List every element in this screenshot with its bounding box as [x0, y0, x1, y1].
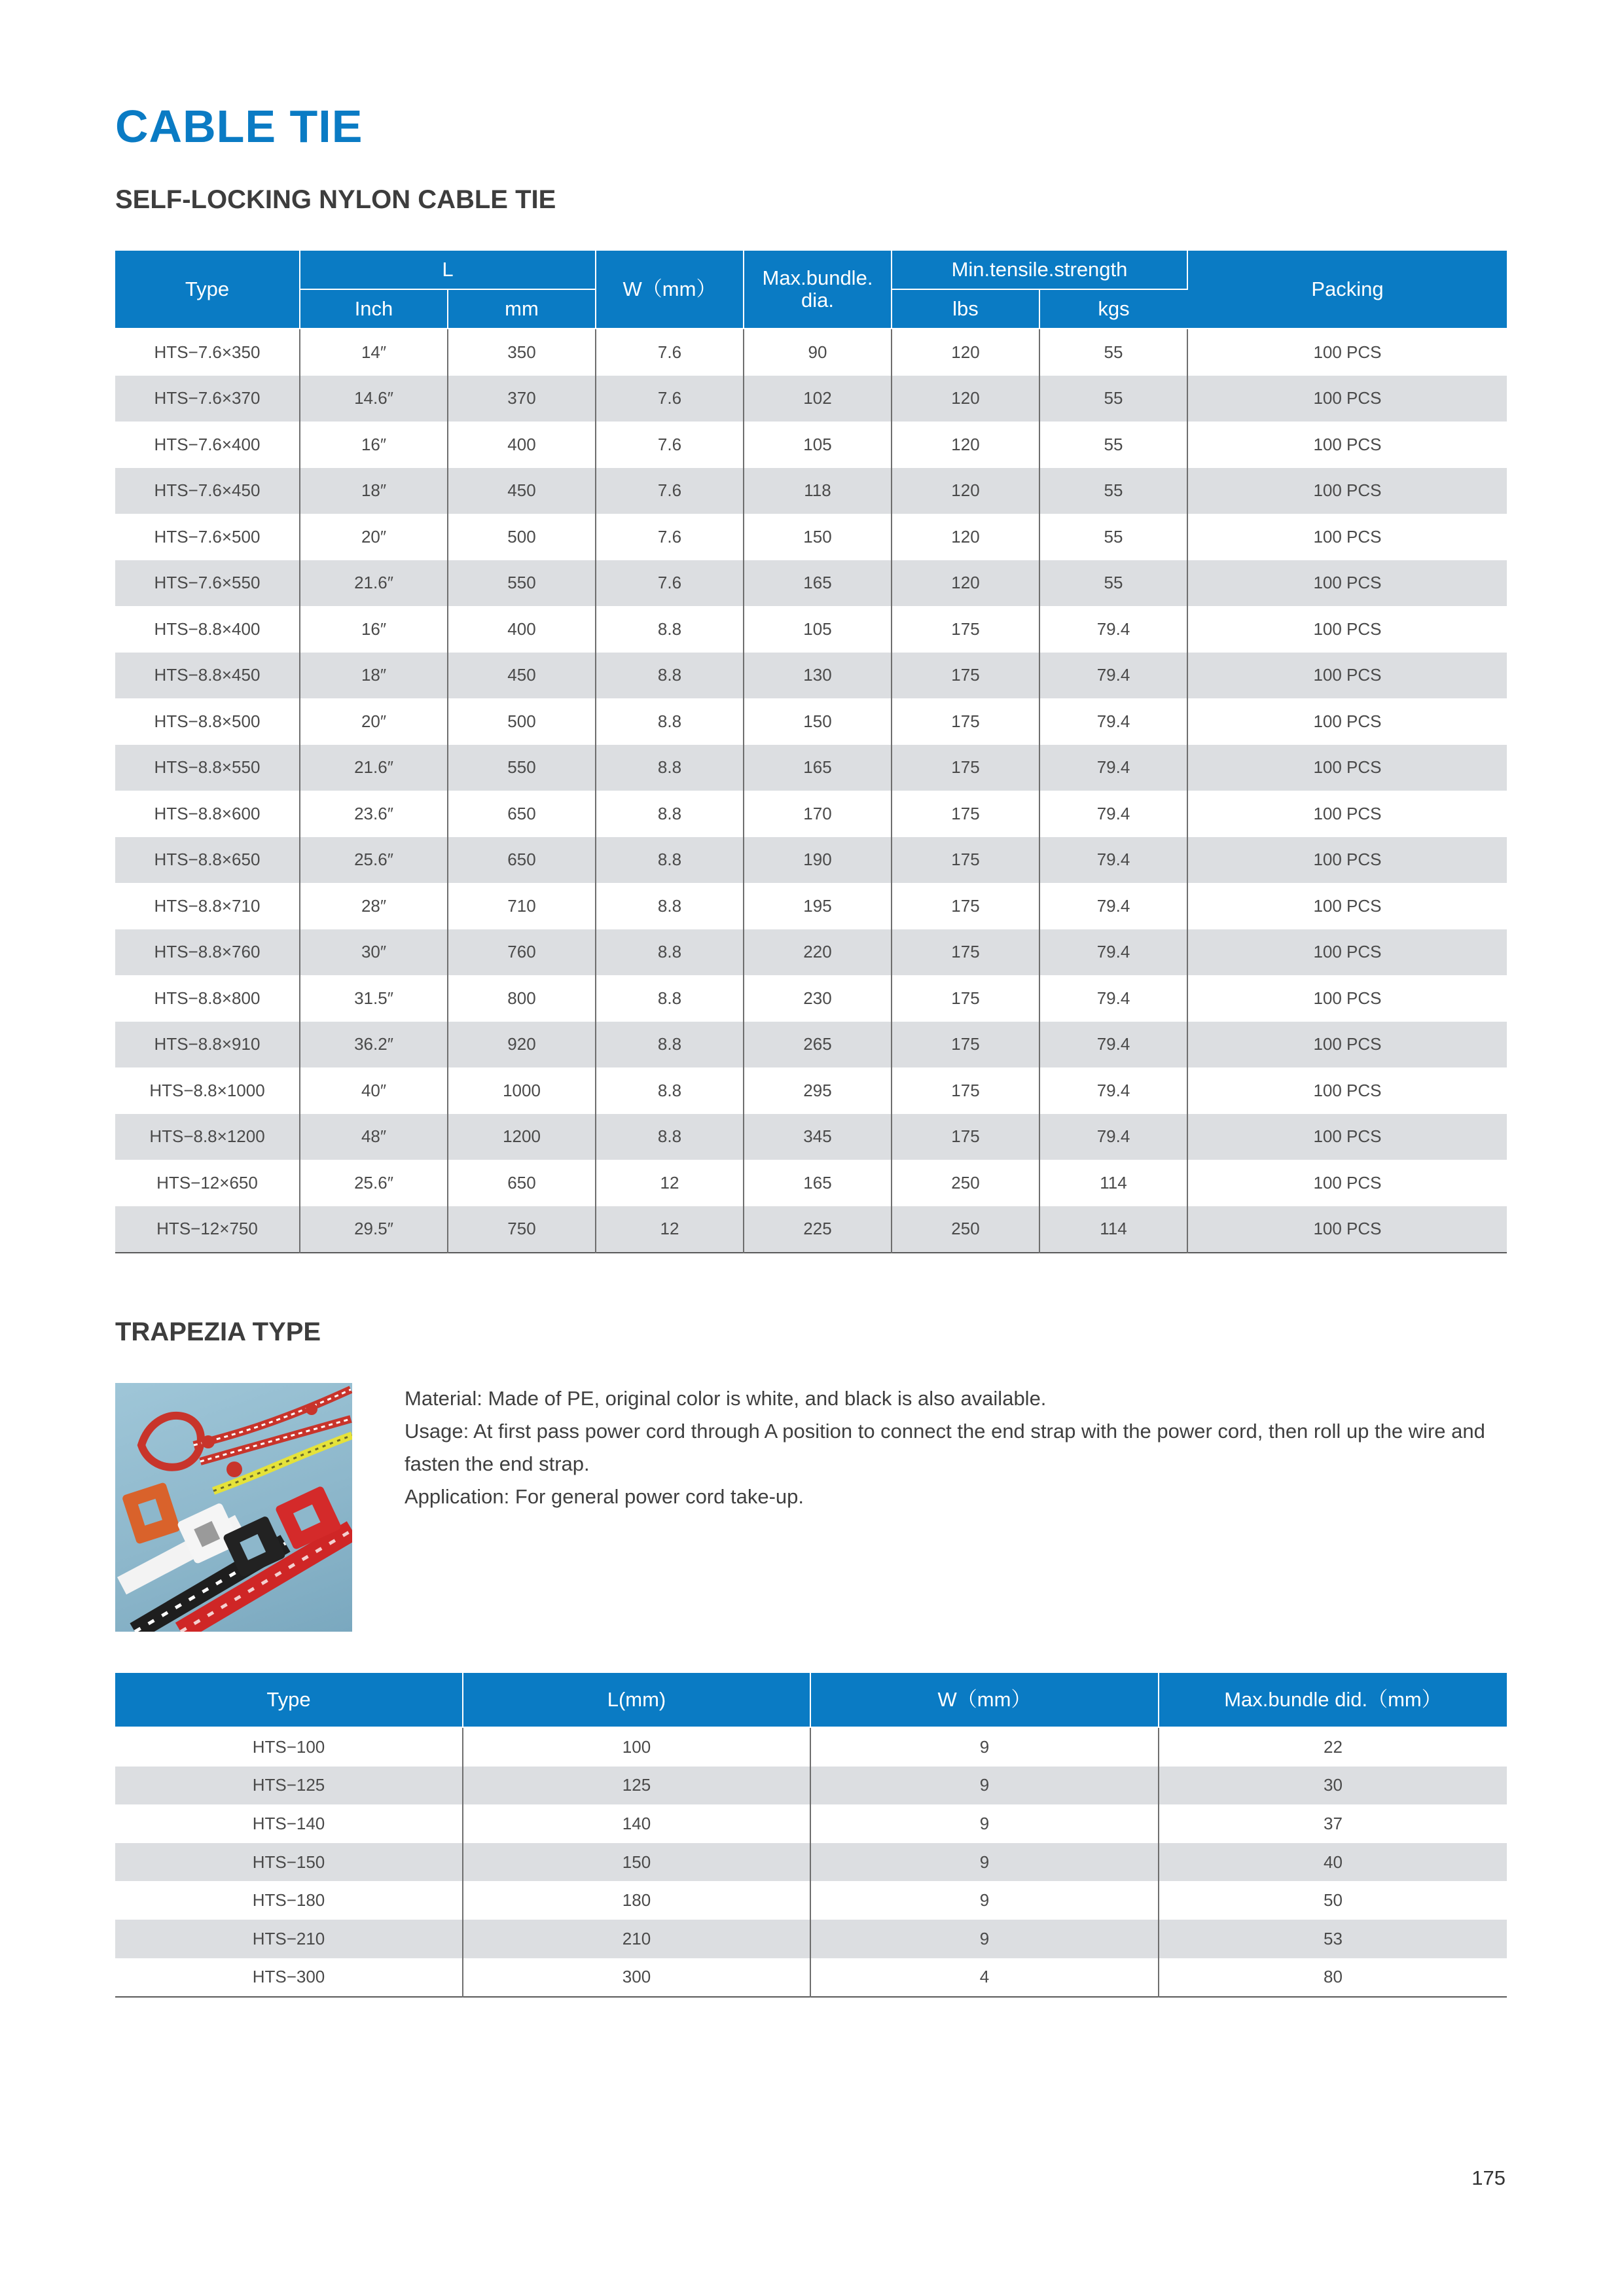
cell-type: HTS−7.6×550: [115, 560, 300, 607]
table-row: [115, 376, 1507, 422]
cell-width-mm: 8.8: [596, 929, 744, 976]
cell-type: HTS−8.8×600: [115, 791, 300, 837]
cell-tensile-kgs: 79.4: [1039, 745, 1187, 791]
cell-max-bundle-dia: 165: [744, 1160, 892, 1206]
cell-packing: 100 PCS: [1187, 791, 1507, 837]
cell-length-mm: 650: [448, 791, 596, 837]
header-width: W（mm）: [596, 251, 744, 329]
header-max-bundle-did: Max.bundle did.（mm）: [1159, 1673, 1507, 1727]
table-row: [115, 1843, 1507, 1882]
cell-width-mm: 8.8: [596, 883, 744, 929]
cell-packing: 100 PCS: [1187, 422, 1507, 468]
cell-max-bundle-did: 53: [1159, 1920, 1507, 1958]
cell-width-mm: 8.8: [596, 1022, 744, 1068]
cell-tensile-lbs: 175: [892, 1067, 1039, 1114]
cell-length-inch: 25.6″: [300, 1160, 448, 1206]
cell-tensile-kgs: 79.4: [1039, 606, 1187, 653]
cell-max-bundle-dia: 190: [744, 837, 892, 884]
cell-packing: 100 PCS: [1187, 1067, 1507, 1114]
cell-width-mm: 8.8: [596, 653, 744, 699]
cell-tensile-kgs: 79.4: [1039, 975, 1187, 1022]
cell-max-bundle-dia: 265: [744, 1022, 892, 1068]
cell-packing: 100 PCS: [1187, 376, 1507, 422]
nylon-cable-tie-table-body: [115, 329, 1507, 1253]
header-lbs: lbs: [892, 289, 1039, 329]
table-row: [115, 329, 1507, 376]
cell-width-mm: 9: [810, 1920, 1159, 1958]
cell-length-inch: 18″: [300, 653, 448, 699]
table-row: [115, 745, 1507, 791]
cell-tensile-kgs: 79.4: [1039, 929, 1187, 976]
cell-tensile-lbs: 175: [892, 883, 1039, 929]
header-width-mm: W（mm）: [810, 1673, 1159, 1727]
cell-width-mm: 8.8: [596, 837, 744, 884]
cell-max-bundle-did: 80: [1159, 1958, 1507, 1998]
cell-length-mm: 450: [448, 468, 596, 514]
cell-width-mm: 8.8: [596, 745, 744, 791]
header-min-tensile-strength: Min.tensile.strength: [892, 251, 1187, 289]
cell-type: HTS−100: [115, 1727, 463, 1767]
cell-length-mm: 300: [463, 1958, 810, 1998]
cell-tensile-kgs: 79.4: [1039, 791, 1187, 837]
description-material: Material: Made of PE, original color is white, and black is also available.: [405, 1387, 1047, 1410]
cell-length-mm: 920: [448, 1022, 596, 1068]
cell-length-inch: 20″: [300, 698, 448, 745]
cell-type: HTS−210: [115, 1920, 463, 1958]
cell-width-mm: 8.8: [596, 1067, 744, 1114]
cell-max-bundle-did: 30: [1159, 1767, 1507, 1805]
cell-tensile-lbs: 120: [892, 329, 1039, 376]
cell-width-mm: 8.8: [596, 606, 744, 653]
cell-length-mm: 500: [448, 514, 596, 560]
cell-width-mm: 7.6: [596, 468, 744, 514]
cell-width-mm: 12: [596, 1160, 744, 1206]
table-row: [115, 1067, 1507, 1114]
cell-length-mm: 400: [448, 422, 596, 468]
cell-width-mm: 9: [810, 1767, 1159, 1805]
cell-length-mm: 400: [448, 606, 596, 653]
cell-tensile-lbs: 175: [892, 791, 1039, 837]
table-row: [115, 1767, 1507, 1805]
cell-type: HTS−125: [115, 1767, 463, 1805]
cell-tensile-kgs: 55: [1039, 468, 1187, 514]
cell-tensile-kgs: 79.4: [1039, 1022, 1187, 1068]
cell-max-bundle-dia: 118: [744, 468, 892, 514]
cell-max-bundle-dia: 165: [744, 745, 892, 791]
cell-max-bundle-did: 40: [1159, 1843, 1507, 1882]
cell-packing: 100 PCS: [1187, 975, 1507, 1022]
table-row: [115, 1022, 1507, 1068]
cell-packing: 100 PCS: [1187, 514, 1507, 560]
cell-tensile-kgs: 79.4: [1039, 883, 1187, 929]
table-row: [115, 468, 1507, 514]
cell-tensile-kgs: 55: [1039, 376, 1187, 422]
table-row: [115, 1206, 1507, 1253]
cell-max-bundle-dia: 345: [744, 1114, 892, 1160]
cell-length-inch: 18″: [300, 468, 448, 514]
table-row: [115, 422, 1507, 468]
cell-width-mm: 7.6: [596, 376, 744, 422]
table-row: [115, 1160, 1507, 1206]
cell-type: HTS−8.8×910: [115, 1022, 300, 1068]
cell-tensile-lbs: 175: [892, 1114, 1039, 1160]
cell-width-mm: 8.8: [596, 1114, 744, 1160]
cell-length-mm: 1200: [448, 1114, 596, 1160]
cell-length-inch: 14″: [300, 329, 448, 376]
cell-length-mm: 650: [448, 1160, 596, 1206]
cell-length-inch: 25.6″: [300, 837, 448, 884]
cell-tensile-lbs: 120: [892, 560, 1039, 607]
cell-type: HTS−8.8×710: [115, 883, 300, 929]
cell-tensile-lbs: 175: [892, 606, 1039, 653]
table-row: [115, 1920, 1507, 1958]
cell-tensile-kgs: 55: [1039, 514, 1187, 560]
cell-length-mm: 125: [463, 1767, 810, 1805]
cell-length-inch: 23.6″: [300, 791, 448, 837]
cell-type: HTS−7.6×450: [115, 468, 300, 514]
header-kgs: kgs: [1039, 289, 1187, 329]
cell-length-mm: 140: [463, 1804, 810, 1843]
cell-width-mm: 4: [810, 1958, 1159, 1998]
cell-width-mm: 7.6: [596, 422, 744, 468]
trapezia-type-table: [115, 1673, 1507, 1998]
cell-tensile-kgs: 114: [1039, 1160, 1187, 1206]
cell-tensile-lbs: 250: [892, 1160, 1039, 1206]
header-inch: Inch: [300, 289, 448, 329]
cell-tensile-kgs: 79.4: [1039, 1067, 1187, 1114]
cell-length-inch: 14.6″: [300, 376, 448, 422]
cell-length-mm: 370: [448, 376, 596, 422]
table-row: [115, 883, 1507, 929]
cell-type: HTS−7.6×370: [115, 376, 300, 422]
cell-packing: 100 PCS: [1187, 929, 1507, 976]
cell-tensile-kgs: 55: [1039, 560, 1187, 607]
header-mm: mm: [448, 289, 596, 329]
cell-width-mm: 9: [810, 1881, 1159, 1920]
cell-packing: 100 PCS: [1187, 837, 1507, 884]
cell-packing: 100 PCS: [1187, 1206, 1507, 1253]
cell-type: HTS−8.8×800: [115, 975, 300, 1022]
cell-max-bundle-dia: 170: [744, 791, 892, 837]
cell-packing: 100 PCS: [1187, 653, 1507, 699]
table-row: [115, 653, 1507, 699]
cell-type: HTS−180: [115, 1881, 463, 1920]
cell-width-mm: 9: [810, 1727, 1159, 1767]
page-title: CABLE TIE: [115, 101, 363, 152]
cell-packing: 100 PCS: [1187, 468, 1507, 514]
cell-width-mm: 9: [810, 1843, 1159, 1882]
cell-length-inch: 21.6″: [300, 745, 448, 791]
cell-type: HTS−8.8×400: [115, 606, 300, 653]
cell-max-bundle-dia: 295: [744, 1067, 892, 1114]
cell-length-mm: 350: [448, 329, 596, 376]
cell-max-bundle-dia: 195: [744, 883, 892, 929]
cell-tensile-kgs: 79.4: [1039, 1114, 1187, 1160]
cell-packing: 100 PCS: [1187, 1022, 1507, 1068]
table-row: [115, 975, 1507, 1022]
cell-length-inch: 21.6″: [300, 560, 448, 607]
table-row: [115, 514, 1507, 560]
cell-type: HTS−8.8×500: [115, 698, 300, 745]
cell-length-inch: 28″: [300, 883, 448, 929]
cell-tensile-kgs: 114: [1039, 1206, 1187, 1253]
cell-type: HTS−8.8×550: [115, 745, 300, 791]
nylon-cable-tie-table: [115, 251, 1507, 1253]
trapezia-cable-tie-photo: [115, 1383, 352, 1632]
table-row: [115, 698, 1507, 745]
cell-tensile-lbs: 175: [892, 1022, 1039, 1068]
cell-length-mm: 550: [448, 745, 596, 791]
cell-length-inch: 36.2″: [300, 1022, 448, 1068]
cell-width-mm: 9: [810, 1804, 1159, 1843]
cell-tensile-lbs: 120: [892, 514, 1039, 560]
cell-packing: 100 PCS: [1187, 698, 1507, 745]
cell-packing: 100 PCS: [1187, 1160, 1507, 1206]
cell-type: HTS−140: [115, 1804, 463, 1843]
cell-type: HTS−8.8×450: [115, 653, 300, 699]
cell-length-mm: 550: [448, 560, 596, 607]
cell-tensile-lbs: 120: [892, 376, 1039, 422]
cell-type: HTS−150: [115, 1843, 463, 1882]
section-title-trapezia-type: TRAPEZIA TYPE: [115, 1318, 321, 1346]
cell-max-bundle-dia: 225: [744, 1206, 892, 1253]
description-application: Application: For general power cord take-up.: [405, 1485, 804, 1508]
cell-packing: 100 PCS: [1187, 883, 1507, 929]
cell-max-bundle-dia: 102: [744, 376, 892, 422]
cell-width-mm: 8.8: [596, 698, 744, 745]
cell-max-bundle-dia: 90: [744, 329, 892, 376]
cell-max-bundle-dia: 105: [744, 606, 892, 653]
cell-tensile-lbs: 120: [892, 422, 1039, 468]
cell-type: HTS−12×750: [115, 1206, 300, 1253]
cell-length-inch: 16″: [300, 606, 448, 653]
cell-max-bundle-did: 37: [1159, 1804, 1507, 1843]
cell-tensile-lbs: 175: [892, 975, 1039, 1022]
cell-max-bundle-did: 22: [1159, 1727, 1507, 1767]
cell-type: HTS−8.8×760: [115, 929, 300, 976]
cell-length-mm: 450: [448, 653, 596, 699]
cell-max-bundle-dia: 230: [744, 975, 892, 1022]
table-row: [115, 1804, 1507, 1843]
section-title-nylon-cable-tie: SELF-LOCKING NYLON CABLE TIE: [115, 185, 556, 214]
cell-length-inch: 16″: [300, 422, 448, 468]
table-row: [115, 791, 1507, 837]
cell-length-mm: 100: [463, 1727, 810, 1767]
table-row: [115, 929, 1507, 976]
cell-packing: 100 PCS: [1187, 560, 1507, 607]
cell-packing: 100 PCS: [1187, 1114, 1507, 1160]
cell-max-bundle-did: 50: [1159, 1881, 1507, 1920]
cell-length-inch: 48″: [300, 1114, 448, 1160]
cell-tensile-lbs: 175: [892, 653, 1039, 699]
cell-type: HTS−8.8×1000: [115, 1067, 300, 1114]
trapezia-type-table-body: [115, 1727, 1507, 1997]
cell-length-mm: 500: [448, 698, 596, 745]
table-row: [115, 606, 1507, 653]
cell-tensile-kgs: 55: [1039, 422, 1187, 468]
cell-length-mm: 150: [463, 1843, 810, 1882]
cell-length-mm: 750: [448, 1206, 596, 1253]
trapezia-description: [405, 1382, 1504, 1513]
cell-length-mm: 800: [448, 975, 596, 1022]
cell-tensile-kgs: 79.4: [1039, 837, 1187, 884]
cell-length-mm: 710: [448, 883, 596, 929]
table-row: [115, 1727, 1507, 1767]
header-max-bundle-label: Max.bundle. dia.: [762, 266, 873, 312]
cell-type: HTS−7.6×350: [115, 329, 300, 376]
cell-type: HTS−300: [115, 1958, 463, 1998]
cell-length-inch: 29.5″: [300, 1206, 448, 1253]
table-row: [115, 1114, 1507, 1160]
cell-width-mm: 12: [596, 1206, 744, 1253]
cell-length-mm: 650: [448, 837, 596, 884]
cell-max-bundle-dia: 150: [744, 514, 892, 560]
header-type: Type: [115, 251, 300, 329]
table-row: [115, 1958, 1507, 1998]
description-usage: Usage: At first pass power cord through A position to connect the end strap with the power cord, then roll up the wire and fasten the end strap.: [405, 1420, 1485, 1475]
cell-tensile-lbs: 175: [892, 837, 1039, 884]
cell-length-inch: 31.5″: [300, 975, 448, 1022]
cell-packing: 100 PCS: [1187, 606, 1507, 653]
cell-length-inch: 40″: [300, 1067, 448, 1114]
table-row: [115, 1881, 1507, 1920]
cell-tensile-kgs: 55: [1039, 329, 1187, 376]
cell-width-mm: 8.8: [596, 791, 744, 837]
page-number: 175: [1471, 2166, 1506, 2189]
cell-packing: 100 PCS: [1187, 329, 1507, 376]
cell-width-mm: 7.6: [596, 329, 744, 376]
table-row: [115, 837, 1507, 884]
header-packing: Packing: [1187, 251, 1507, 329]
cell-type: HTS−7.6×500: [115, 514, 300, 560]
cell-max-bundle-dia: 130: [744, 653, 892, 699]
cell-max-bundle-dia: 220: [744, 929, 892, 976]
cell-tensile-lbs: 175: [892, 929, 1039, 976]
cell-tensile-kgs: 79.4: [1039, 653, 1187, 699]
cell-tensile-kgs: 79.4: [1039, 698, 1187, 745]
cell-length-mm: 210: [463, 1920, 810, 1958]
header-length: L: [300, 251, 596, 289]
cell-tensile-lbs: 120: [892, 468, 1039, 514]
cell-type: HTS−12×650: [115, 1160, 300, 1206]
cell-length-mm: 760: [448, 929, 596, 976]
cell-max-bundle-dia: 150: [744, 698, 892, 745]
cell-tensile-lbs: 175: [892, 698, 1039, 745]
cell-max-bundle-dia: 105: [744, 422, 892, 468]
table-row: [115, 560, 1507, 607]
cell-width-mm: 7.6: [596, 560, 744, 607]
header-type: Type: [115, 1673, 463, 1727]
cell-tensile-lbs: 250: [892, 1206, 1039, 1253]
header-length-mm: L(mm): [463, 1673, 810, 1727]
cell-max-bundle-dia: 165: [744, 560, 892, 607]
cell-width-mm: 7.6: [596, 514, 744, 560]
cell-tensile-lbs: 175: [892, 745, 1039, 791]
cell-type: HTS−7.6×400: [115, 422, 300, 468]
header-max-bundle-dia: [744, 251, 892, 329]
cell-length-mm: 180: [463, 1881, 810, 1920]
cell-width-mm: 8.8: [596, 975, 744, 1022]
cell-length-mm: 1000: [448, 1067, 596, 1114]
cell-type: HTS−8.8×650: [115, 837, 300, 884]
cell-packing: 100 PCS: [1187, 745, 1507, 791]
cell-length-inch: 20″: [300, 514, 448, 560]
cell-length-inch: 30″: [300, 929, 448, 976]
cell-type: HTS−8.8×1200: [115, 1114, 300, 1160]
